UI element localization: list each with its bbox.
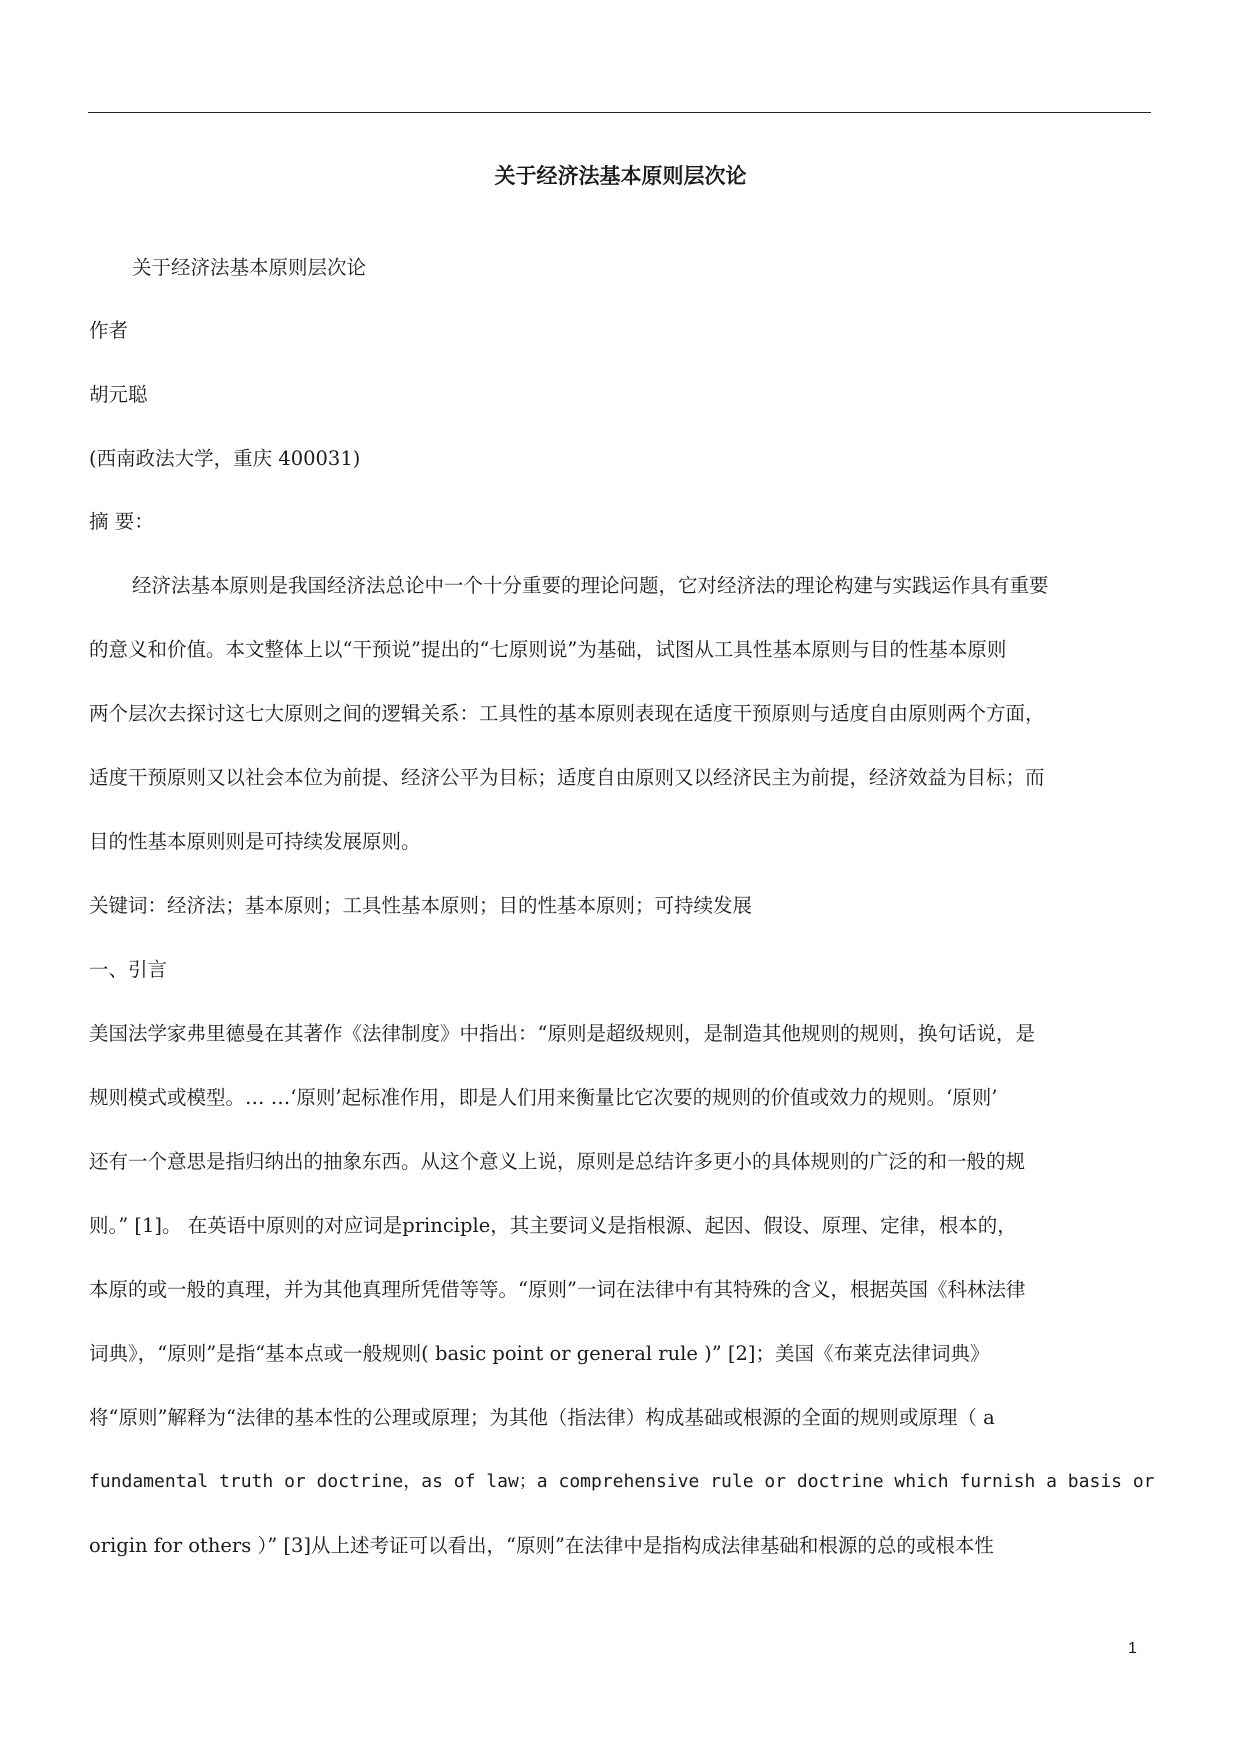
paragraph-line: 两个层次去探讨这七大原则之间的逻辑关系：工具性的基本原则表现在适度干预原则与适度自由原则两个方面， bbox=[89, 702, 1045, 725]
paragraph-line: 则。” [1]。 在英语中原则的对应词是principle，其主要词义是指根源、起因、假设、原理、定律，根本的， bbox=[89, 1214, 1017, 1237]
paragraph-line: 适度干预原则又以社会本位为前提、经济公平为目标；适度自由原则又以经济民主为前提，经济效益为目标；而 bbox=[89, 766, 1045, 789]
paragraph-line: 词典》，“原则”是指“基本点或一般规则( basic point or general rule )” [2]；美国《布莱克法律词典》 bbox=[89, 1342, 990, 1365]
paragraph-line: 本原的或一般的真理，并为其他真理所凭借等等。“原则”一词在法律中有其特殊的含义，根据英国《科林法律 bbox=[89, 1278, 1026, 1301]
paragraph-line: 将“原则”解释为“法律的基本性的公理或原理；为其他（指法律）构成基础或根源的全面的规则或原理（ a bbox=[89, 1406, 995, 1429]
paragraph-line: 目的性基本原则则是可持续发展原则。 bbox=[89, 830, 421, 853]
header-rule bbox=[88, 112, 1151, 113]
section-heading: 一、引言 bbox=[89, 958, 168, 981]
paragraph-line: 还有一个意思是指归纳出的抽象东西。从这个意义上说，原则是总结许多更小的具体规则的广泛的和一般的规 bbox=[89, 1150, 1026, 1173]
paragraph-line: 规则模式或模型。… …‘原则’起标准作用，即是人们用来衡量比它次要的规则的价值或效力的规则。‘原则’ bbox=[89, 1086, 998, 1109]
page-number: 1 bbox=[1128, 1640, 1137, 1657]
abstract-label: 摘 要： bbox=[89, 510, 154, 533]
keywords: 关键词：经济法；基本原则；工具性基本原则；目的性基本原则；可持续发展 bbox=[89, 894, 753, 917]
paragraph-line: 美国法学家弗里德曼在其著作《法律制度》中指出：“原则是超级规则，是制造其他规则的规则，换句话说，是 bbox=[89, 1022, 1035, 1045]
paragraph-line: 经济法基本原则是我国经济法总论中一个十分重要的理论问题，它对经济法的理论构建与实践运作具有重要 bbox=[132, 574, 1049, 597]
author-name: 胡元聪 bbox=[89, 383, 148, 406]
author-label: 作者 bbox=[89, 319, 129, 342]
subtitle: 关于经济法基本原则层次论 bbox=[132, 256, 367, 279]
paragraph-line: 的意义和价值。本文整体上以“干预说”提出的“七原则说”为基础，试图从工具性基本原则与目的性基本原则 bbox=[89, 638, 1007, 661]
affiliation: (西南政法大学，重庆 400031) bbox=[89, 447, 361, 470]
document-title: 关于经济法基本原则层次论 bbox=[494, 163, 747, 188]
paragraph-line: fundamental truth or doctrine，as of law；a comprehensive rule or doctrine which furnish a basis or bbox=[89, 1471, 1155, 1492]
paragraph-line: origin for others ）” [3]从上述考证可以看出，“原则”在法律中是指构成法律基础和根源的总的或根本性 bbox=[89, 1534, 994, 1557]
